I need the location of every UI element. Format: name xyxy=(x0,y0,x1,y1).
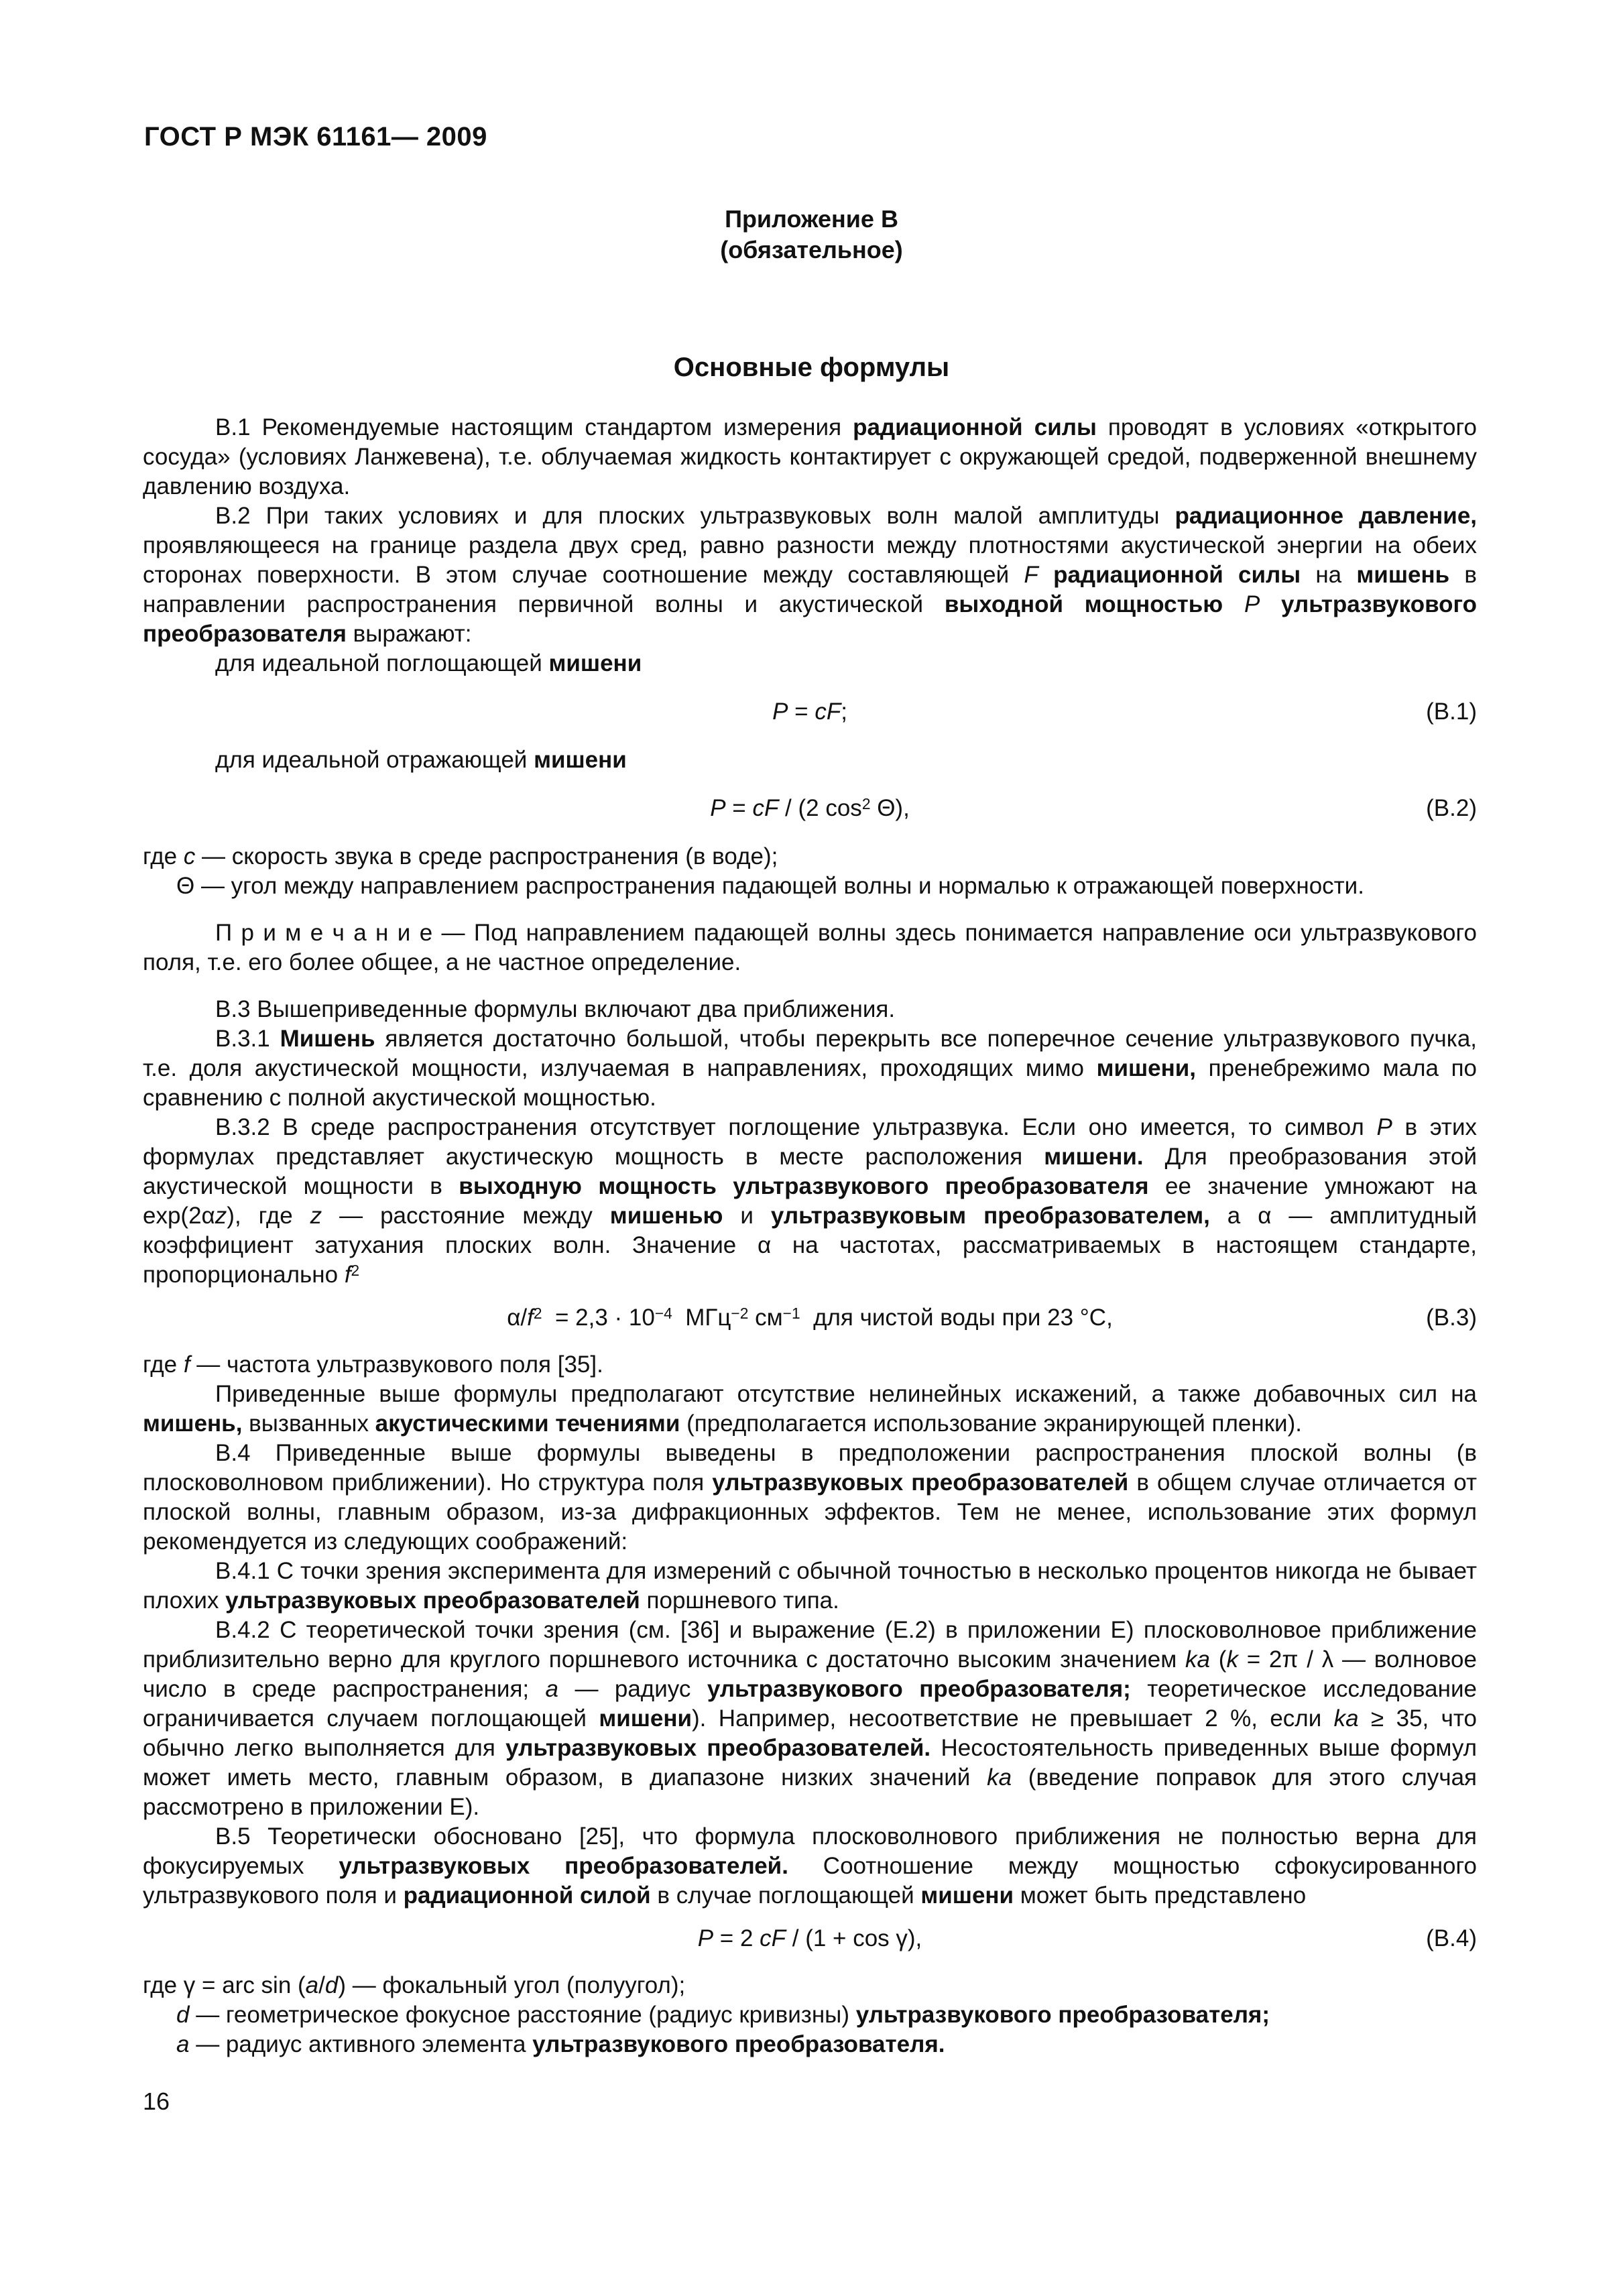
paragraph-b41: В.4.1 С точки зрения эксперимента для измерений с обычной точностью в несколько процентов никогда не бывает плохих ультразвуковых преобразователей поршневого типа. xyxy=(143,1558,1477,1614)
page-number: 16 xyxy=(143,2088,170,2115)
equation-formula: P = cF / (2 $\cos^2 \Theta$), xyxy=(710,794,910,821)
equation-formula: P = 2 cF / (1 + cos γ), xyxy=(697,1925,922,1951)
equation-b4 xyxy=(143,1911,1477,1971)
equation-b3 xyxy=(143,1290,1477,1350)
equation-b2 xyxy=(143,775,1477,842)
where-c: где c — скорость звука в среде распространения (в воде); xyxy=(143,843,778,869)
equation-formula: $\alpha/f^2 = 2,3 \cdot 10^{-4}$ МГц$^{-2}$ $см^{-1}$ для чистой воды при 23 °С, xyxy=(507,1304,1113,1331)
paragraph-b42: В.4.2 С теоретической точки зрения (см. [36] и выражение (Е.2) в приложении Е) плосковолновое приближение приблизительно верно для круглого поршневого источника с достаточно высоким значением ka (k = 2π / λ — волновое число в среде распространения; a — радиус ультразвукового преобразователя; теоретическое исследование ограничивается случаем поглощающей мишени). Например, несоответствие не превышает 2 %, если ka ≥ 35, что обычно легко выполняется для ультразвуковых преобразователей. Несостоятельность приведенных выше формул может иметь место, главным образом, в диапазоне низких значений ka (введение поправок для этого случая рассмотрено в приложении Е). xyxy=(143,1617,1478,1820)
document-body xyxy=(143,413,1477,2059)
standard-header: ГОСТ Р МЭК 61161— 2009 xyxy=(144,122,487,152)
paragraph-b1: В.1 Рекомендуемые настоящим стандартом измерения радиационной силы проводят в условиях «открытого сосуда» (условиях Ланжевена), т.е. облучаемая жидкость контактирует с окружающей средой, подверженной внешнему давлению воздуха. xyxy=(143,414,1477,499)
where-theta: Θ — угол между направлением распространения падающей волны и нормалью к отражающей поверхности. xyxy=(176,873,1364,899)
text-ideal-absorbing: для идеальной поглощающей мишени xyxy=(215,650,642,676)
equation-b1 xyxy=(143,678,1477,745)
equation-number: (В.4) xyxy=(1426,1925,1477,1951)
paragraph-b31: В.3.1 Мишень является достаточно большой, чтобы перекрыть все поперечное сечение ультразвукового пучка, т.е. доля акустической мощности, излучаемая в направлениях, проходящих мимо мишени, пренебрежимо мала по сравнению с полной акустической мощностью. xyxy=(143,1026,1478,1111)
appendix-status: (обязательное) xyxy=(720,236,903,263)
equation-number: (В.1) xyxy=(1426,699,1477,725)
equation-number: (В.3) xyxy=(1426,1305,1477,1331)
paragraph-b2: В.2 При таких условиях и для плоских ультразвуковых волн малой амплитуды радиационное давление, проявляющееся на границе раздела двух сред, равно разности между плотностями акустической энергии на обеих сторонах поверхности. В этом случае соотношение между составляющей F радиационной силы на мишень в направлении распространения первичной волны и акустической выходной мощностью P ультразвукового преобразователя выражают: xyxy=(143,503,1478,647)
paragraph-b32: В.3.2 В среде распространения отсутствует поглощение ультразвука. Если оно имеется, то символ P в этих формулах представляет акустическую мощность в месте расположения мишени. Для преобразования этой акустической мощности в выходную мощность ультразвукового преобразователя ее значение умножают на exp(2αz), где z — расстояние между мишенью и ультразвуковым преобразователем, а α — амплитудный коэффициент затухания плоских волн. Значение α на частотах, рассматриваемых в настоящем стандарте, пропорционально $f^2$ xyxy=(143,1114,1478,1288)
paragraph-b5: В.5 Теоретически обосновано [25], что формула плосковолнового приближения не полностью верна для фокусируемых ультразвуковых преобразователей. Соотношение между мощностью сфокусированного ультразвукового поля и радиационной силой в случае поглощающей мишени может быть представлено xyxy=(143,1823,1477,1909)
note: П р и м е ч а н и е — Под направлением падающей волны здесь понимается направление оси ультразвукового поля, т.е. его более общее, а не частное определение. xyxy=(143,920,1477,975)
paragraph-assumptions: Приведенные выше формулы предполагают отсутствие нелинейных искажений, а также добавочных сил на мишень, вызванных акустическими течениями (предполагается использование экранирующей пленки). xyxy=(143,1381,1477,1437)
section-title: Основные формулы xyxy=(673,353,950,382)
equation-number: (В.2) xyxy=(1426,795,1477,821)
where-gamma: где γ = arc sin (a/d) — фокальный угол (полуугол); xyxy=(143,1972,686,1998)
where-d: d — геометрическое фокусное расстояние (радиус кривизны) ультразвукового преобразователя; xyxy=(176,2002,1270,2028)
paragraph-b3: В.3 Вышеприведенные формулы включают два приближения. xyxy=(215,996,896,1022)
paragraph-b4: В.4 Приведенные выше формулы выведены в предположении распространения плоской волны (в плосковолновом приближении). Но структура поля ультразвуковых преобразователей в общем случае отличается от плоской волны, главным образом, из-за дифракционных эффектов. Тем не менее, использование этих формул рекомендуется из следующих соображений: xyxy=(143,1440,1478,1555)
equation-formula: P = cF; xyxy=(772,699,847,725)
where-f: где f — частота ультразвукового поля [35]. xyxy=(143,1351,603,1378)
appendix-label: Приложение В xyxy=(725,205,898,233)
text-ideal-reflecting: для идеальной отражающей мишени xyxy=(215,747,627,773)
where-a: a — радиус активного элемента ультразвукового преобразователя. xyxy=(176,2031,945,2057)
